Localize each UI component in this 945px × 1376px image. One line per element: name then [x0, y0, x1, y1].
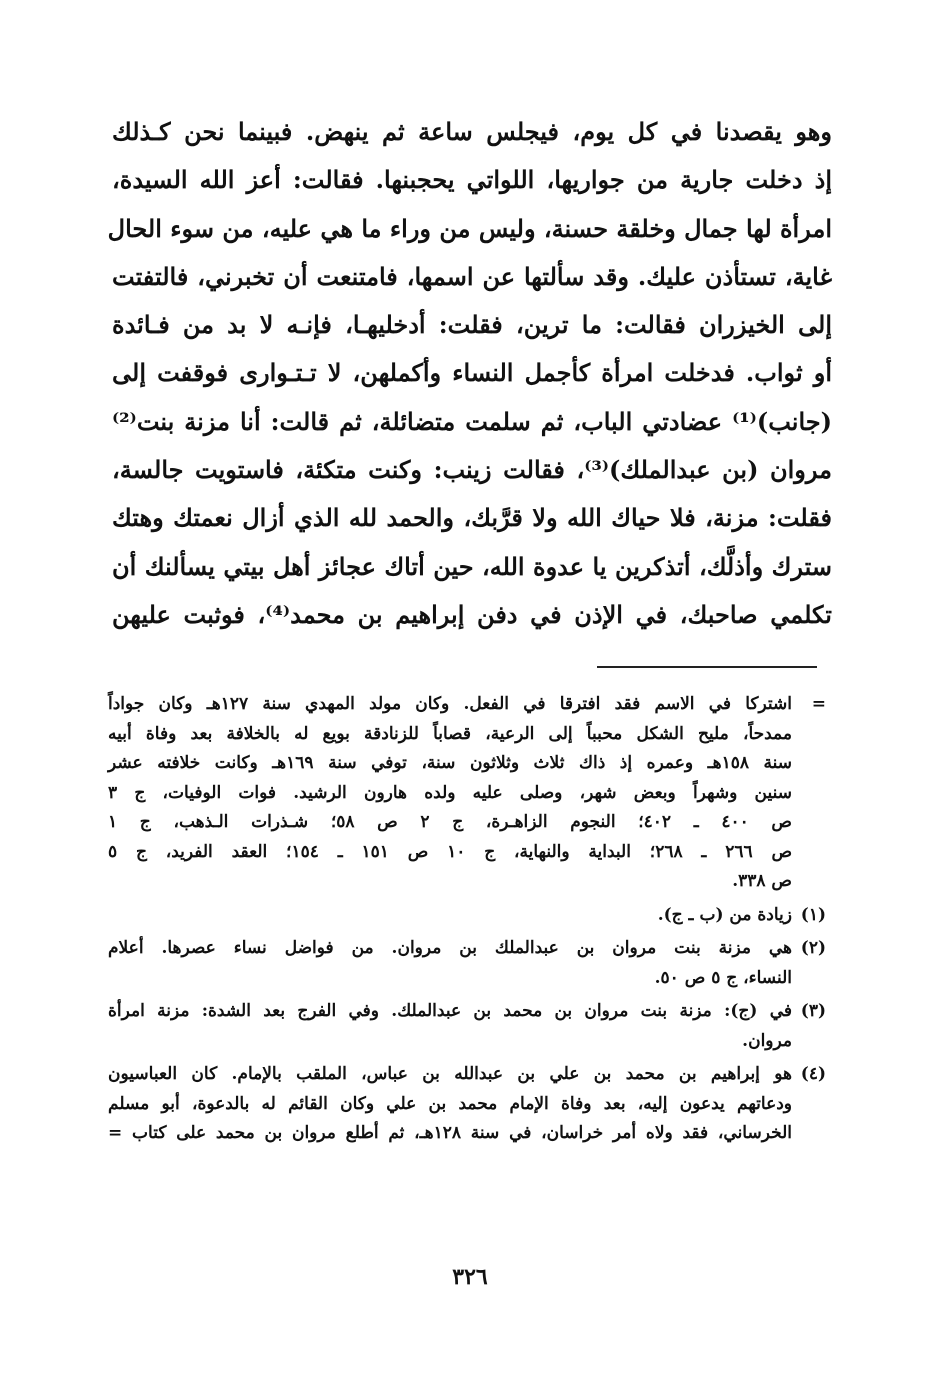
text-line: إذ دخلت جارية من جواريها، اللواتي يحجبنها. فقالت: أعز الله السيدة،	[112, 165, 832, 195]
text-line: فقلت: مزنة، فلا حياك الله ولا قرَّبك، والحمد لله الذي أزال نعمتك وهتك	[112, 503, 832, 533]
text-line: إلى الخيزران فقالت: ما ترين، فقلت: أدخليهـا، فإنـه لا بد من فـائدة	[112, 310, 832, 340]
footnote-line: سنين وشهراً وبعض شهر، وصلى عليه ولده هارون الرشيد. فوات الوفيات، ج ٣	[108, 782, 792, 803]
text-line: سترك وأذلَّك، أتذكرين يا عدوة الله، حين أتاك عجائز أهل بيتي يسألنك أن	[112, 551, 832, 581]
text-line: تكلمي صاحبك، في الإذن في دفن إبراهيم بن محمد⁽⁴⁾، فوثبت عليهن	[112, 599, 832, 629]
footnote-line: زيادة من (ب ـ ج).	[657, 904, 792, 925]
footnote-continuation	[108, 690, 826, 897]
footnote-body	[108, 997, 792, 1056]
footnote-line: في (ج): مزنة بنت مروان بن محمد بن عبدالملك. وفي الفرج بعد الشدة: مزنة امرأة	[108, 1001, 792, 1021]
page-number: ٣٢٦	[452, 1264, 488, 1290]
footnote-marker: (٤)	[800, 1064, 826, 1084]
text-line: (جانب)⁽¹⁾ عضادتي الباب، ثم سلمت متضائلة، ثم قالت: أنا مزنة بنت⁽²⁾	[112, 406, 832, 436]
footnote-1	[108, 901, 826, 931]
text-line: غاية، تستأذن عليك. وقد سألتها عن اسمها، فامتنعت أن تخبرني، فالتفتت	[112, 261, 832, 291]
footnote-separator	[597, 666, 817, 668]
footnote-2	[108, 934, 826, 993]
text-line: أو ثواب. فدخلت امرأة كأجمل النساء وأكملهن، لا تـتـوارى فوقفت إلى	[112, 358, 832, 388]
text-line: امرأة لها جمال وخلقة حسنة، وليس من وراء ما هي عليه، من سوء الحال	[107, 213, 832, 243]
main-text-block	[107, 108, 832, 639]
footnote-line: الخرساني، فقد ولاه أمر خراسان، في سنة ١٢٨هـ، ثم أطلع مروان بن محمد على كتاب =	[108, 1123, 792, 1143]
footnote-line: مروان.	[742, 1030, 792, 1051]
footnote-marker: (٣)	[800, 1001, 826, 1021]
footnote-marker: (١)	[800, 904, 826, 925]
footnote-line: اشتركا في الاسم فقد افترقا في الفعل. وكان مولد المهدي سنة ١٢٧هـ وكان جواداً	[108, 694, 792, 714]
footnote-line: ص ٤٠٠ ـ ٤٠٢؛ النجوم الزاهـرة، ج ٢ ص ٥٨؛ شـذرات الـذهب، ج ١	[108, 812, 792, 832]
footnote-3	[108, 997, 826, 1056]
footnote-line: ودعاتهم يدعون إليه، بعد وفاة الإمام محمد بن علي وكان القائم له بالدعوة، أبو مسلم	[108, 1093, 792, 1114]
footnote-4	[108, 1060, 826, 1149]
footnote-line: سنة ١٥٨هـ وعمره إذ ذاك ثلاث وثلاثون سنة، توفي سنة ١٦٩هـ وكانت خلافته عشر	[108, 753, 792, 773]
footnote-body	[108, 1060, 792, 1149]
footnote-body	[108, 690, 792, 897]
text-line: مروان (بن عبدالملك)⁽³⁾، فقالت زينب: وكنت متكئة، فاستويت جالسة،	[112, 455, 832, 485]
footnotes	[108, 690, 826, 1153]
footnote-line: ممدحاً، مليح الشكل محبباً إلى الرعية، قصاباً للزنادقة بويع له بالخلافة بعد وفاة أبيه	[108, 723, 792, 744]
text-line: وهو يقصدنا في كل يوم، فيجلس ساعة ثم ينهض. فبينما نحن كـذلك	[112, 117, 832, 146]
footnote-line: ص ٢٦٦ ـ ٢٦٨؛ البداية والنهاية، ج ١٠ ص ١٥١ ـ ١٥٤؛ العقد الفريد، ج ٥	[108, 841, 793, 862]
footnote-line: هي مزنة بنت مروان بن عبدالملك بن مروان. من فواضل نساء عصرها. أعلام	[108, 938, 792, 958]
footnote-line: هو إبراهيم بن محمد بن علي بن عبدالله بن عباس، الملقب بالإمام. كان العباسيون	[108, 1064, 792, 1084]
footnote-line: النساء، ج ٥ ص ٥٠.	[654, 967, 792, 988]
footnote-marker: =	[811, 694, 826, 714]
footnote-body	[108, 934, 792, 993]
footnote-marker: (٢)	[800, 938, 826, 958]
footnote-line: ص ٣٣٨.	[732, 871, 792, 891]
footnote-body	[108, 901, 792, 931]
